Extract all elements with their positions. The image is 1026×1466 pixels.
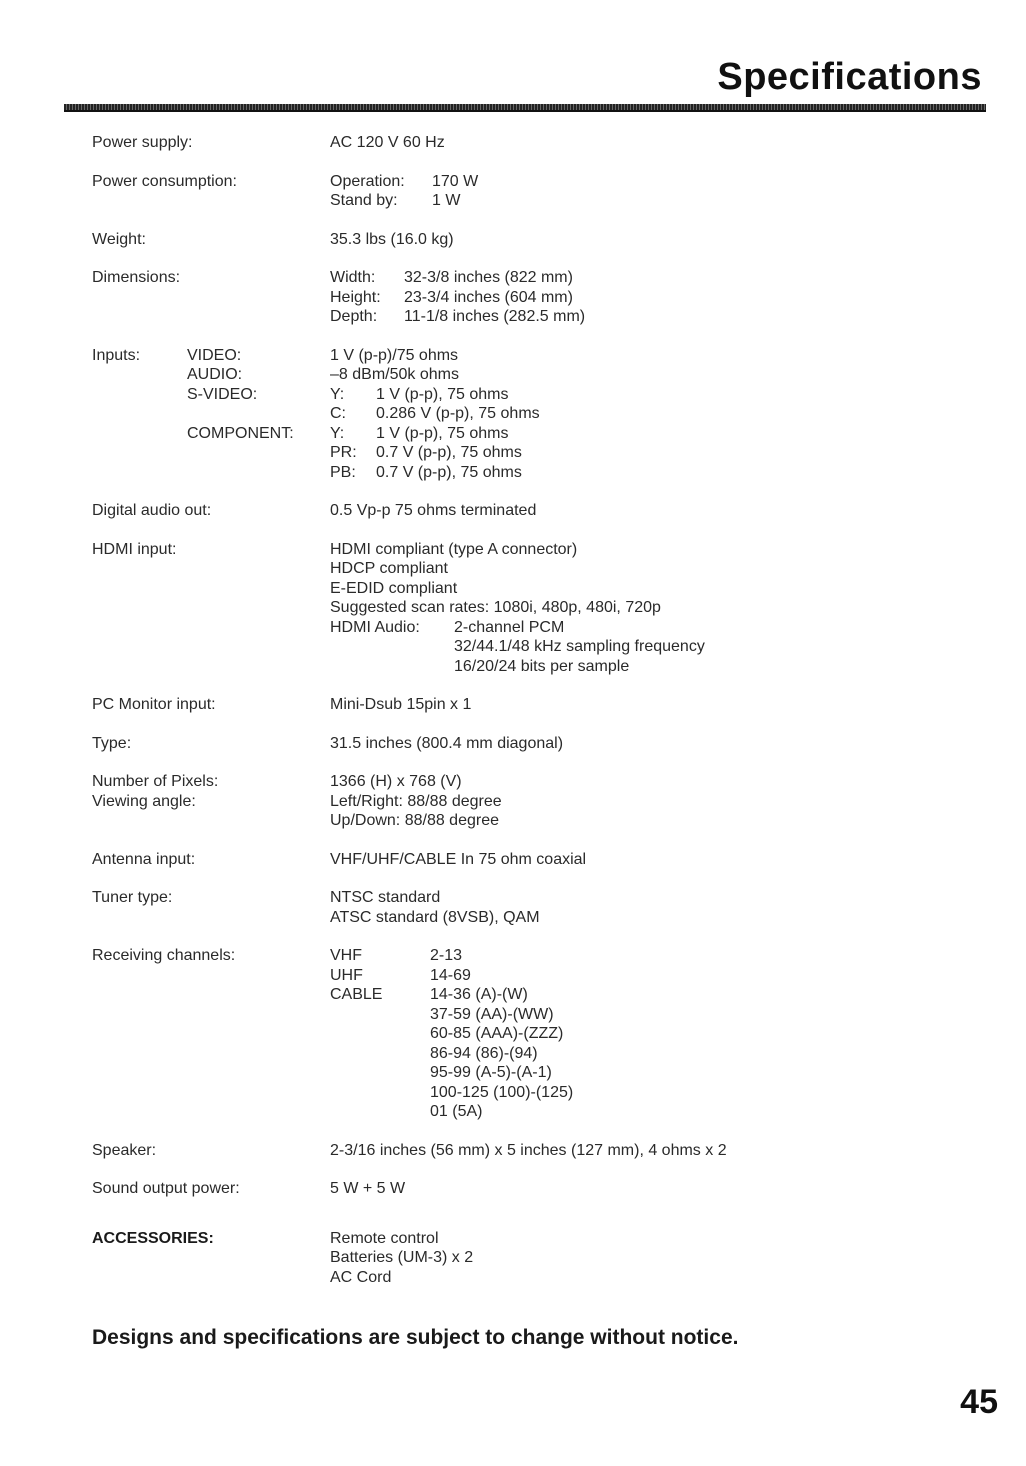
spec-line: HDCP compliant xyxy=(330,560,448,577)
spec-subkey: VHF xyxy=(330,947,362,964)
spec-sound-output-power xyxy=(92,1179,992,1199)
spec-subvalue: 1 V (p-p), 75 ohms xyxy=(376,424,509,442)
spec-line: AC Cord xyxy=(330,1268,392,1286)
spec-antenna-input xyxy=(92,850,992,870)
spec-subkey: Y: xyxy=(330,385,345,403)
spec-label: Inputs: xyxy=(92,346,141,364)
spec-tuner-type xyxy=(92,888,992,927)
input-audio-label: AUDIO: xyxy=(187,366,243,383)
spec-list xyxy=(92,133,992,1306)
spec-value: 0.5 Vp-p 75 ohms terminated xyxy=(330,502,537,519)
spec-label: Type: xyxy=(92,734,132,752)
spec-inputs xyxy=(92,346,992,483)
spec-subrow xyxy=(330,443,992,463)
spec-value: Mini-Dsub 15pin x 1 xyxy=(330,696,472,713)
spec-line: 95-99 (A-5)-(A-1) xyxy=(430,1064,552,1081)
spec-weight xyxy=(92,230,992,250)
spec-subvalue: 32-3/8 inches (822 mm) xyxy=(404,269,573,286)
spec-power-consumption xyxy=(92,172,992,211)
spec-line: Up/Down: 88/88 degree xyxy=(330,812,499,829)
spec-value: 5 W + 5 W xyxy=(330,1180,406,1197)
spec-value: 35.3 lbs (16.0 kg) xyxy=(330,230,454,248)
spec-subvalue: 1 V (p-p), 75 ohms xyxy=(376,385,509,403)
spec-pixels-viewing xyxy=(92,772,992,831)
page-title: Specifications xyxy=(717,56,982,98)
spec-subkey: UHF xyxy=(330,966,363,984)
spec-line: 01 (5A) xyxy=(430,1103,483,1120)
spec-subvalue: 1 W xyxy=(432,192,461,209)
spec-subkey: CABLE xyxy=(330,986,383,1003)
input-svideo-label: S-VIDEO: xyxy=(187,385,258,403)
spec-subvalue: 14-69 xyxy=(430,966,471,984)
spec-subkey: Width: xyxy=(330,269,376,286)
spec-subkey: Depth: xyxy=(330,308,378,325)
spec-subkey: PR: xyxy=(330,444,357,461)
spec-label: Dimensions: xyxy=(92,269,181,286)
spec-subvalue: 23-3/4 inches (604 mm) xyxy=(404,288,573,306)
spec-line: 1366 (H) x 768 (V) xyxy=(330,773,462,790)
spec-receiving-channels xyxy=(92,946,992,1122)
spec-subrow xyxy=(330,268,992,288)
spec-line: Left/Right: 88/88 degree xyxy=(330,792,502,810)
spec-subrow xyxy=(330,307,992,327)
spec-line: ATSC standard (8VSB), QAM xyxy=(330,908,540,926)
spec-subkey: C: xyxy=(330,405,346,422)
spec-subrow xyxy=(330,172,992,192)
spec-accessories xyxy=(92,1229,992,1288)
spec-line: HDMI compliant (type A connector) xyxy=(330,540,578,558)
spec-label: Digital audio out: xyxy=(92,502,212,519)
spec-line: Batteries (UM-3) x 2 xyxy=(330,1249,474,1266)
input-video-label: VIDEO: xyxy=(187,346,242,364)
spec-label: PC Monitor input: xyxy=(92,696,216,713)
spec-label: Power supply: xyxy=(92,134,193,151)
spec-pc-monitor-input xyxy=(92,695,992,715)
spec-line: 37-59 (AA)-(WW) xyxy=(430,1005,554,1023)
spec-label: Viewing angle: xyxy=(92,792,196,810)
spec-subkey: Height: xyxy=(330,288,381,306)
spec-label: Receiving channels: xyxy=(92,947,236,964)
spec-label: Antenna input: xyxy=(92,850,196,868)
spec-line: 16/20/24 bits per sample xyxy=(454,657,630,675)
spec-subkey: PB: xyxy=(330,463,356,481)
spec-subkey: Y: xyxy=(330,424,345,442)
spec-subvalue: 170 W xyxy=(432,172,479,190)
spec-line: 60-85 (AAA)-(ZZZ) xyxy=(430,1025,564,1042)
spec-subrow xyxy=(330,618,992,677)
spec-line: 2-channel PCM xyxy=(454,618,565,636)
spec-value: AC 120 V 60 Hz xyxy=(330,134,445,151)
spec-subvalue: 0.7 V (p-p), 75 ohms xyxy=(376,463,522,481)
spec-subvalue: 0.7 V (p-p), 75 ohms xyxy=(376,444,522,461)
spec-subkey: Operation: xyxy=(330,172,405,190)
spec-label: Speaker: xyxy=(92,1141,157,1159)
spec-label: Tuner type: xyxy=(92,889,173,906)
spec-subrow xyxy=(330,985,992,1122)
spec-subrow xyxy=(330,404,992,424)
spec-label: HDMI input: xyxy=(92,540,177,558)
spec-subrow xyxy=(330,463,992,483)
spec-subrow xyxy=(330,424,992,444)
spec-value: 2-3/16 inches (56 mm) x 5 inches (127 mm), 4 ohms x 2 xyxy=(330,1141,727,1159)
spec-dimensions xyxy=(92,268,992,327)
spec-power-supply xyxy=(92,133,992,153)
spec-subrow xyxy=(330,946,992,966)
spec-label: Sound output power: xyxy=(92,1180,240,1197)
spec-subrow xyxy=(330,191,992,211)
spec-value: 31.5 inches (800.4 mm diagonal) xyxy=(330,734,564,752)
spec-subkey: HDMI Audio: xyxy=(330,618,420,636)
spec-value: VHF/UHF/CABLE In 75 ohm coaxial xyxy=(330,850,587,868)
spec-subvalue: 2-13 xyxy=(430,947,463,964)
spec-label: Number of Pixels: xyxy=(92,773,219,790)
spec-subrow xyxy=(330,288,992,308)
spec-line: Remote control xyxy=(330,1229,439,1247)
spec-line: Suggested scan rates: 1080i, 480p, 480i, 720p xyxy=(330,599,661,616)
input-component-label: COMPONENT: xyxy=(187,424,294,442)
spec-speaker xyxy=(92,1141,992,1161)
input-audio-value: –8 dBm/50k ohms xyxy=(330,366,459,383)
spec-digital-audio-out xyxy=(92,501,992,521)
spec-subkey: Stand by: xyxy=(330,192,398,209)
spec-subrow xyxy=(330,385,992,405)
spec-subrow xyxy=(330,966,992,986)
spec-label: Power consumption: xyxy=(92,172,237,190)
change-notice: Designs and specifications are subject to change without notice. xyxy=(92,1326,739,1349)
spec-line: 14-36 (A)-(W) xyxy=(430,986,528,1003)
spec-line: 32/44.1/48 kHz sampling frequency xyxy=(454,638,705,655)
spec-label: Weight: xyxy=(92,230,146,248)
spec-line: E-EDID compliant xyxy=(330,579,458,597)
spec-subvalue: 0.286 V (p-p), 75 ohms xyxy=(376,405,540,422)
title-rule-line xyxy=(64,110,986,112)
spec-line: 86-94 (86)-(94) xyxy=(430,1044,538,1062)
spec-type xyxy=(92,734,992,754)
input-video-value: 1 V (p-p)/75 ohms xyxy=(330,346,459,364)
spec-line: 100-125 (100)-(125) xyxy=(430,1083,574,1101)
spec-hdmi-input xyxy=(92,540,992,677)
spec-line: NTSC standard xyxy=(330,889,441,906)
spec-label: ACCESSORIES: xyxy=(92,1229,214,1247)
page-number: 45 xyxy=(960,1383,998,1421)
spec-subvalue: 11-1/8 inches (282.5 mm) xyxy=(404,308,586,325)
